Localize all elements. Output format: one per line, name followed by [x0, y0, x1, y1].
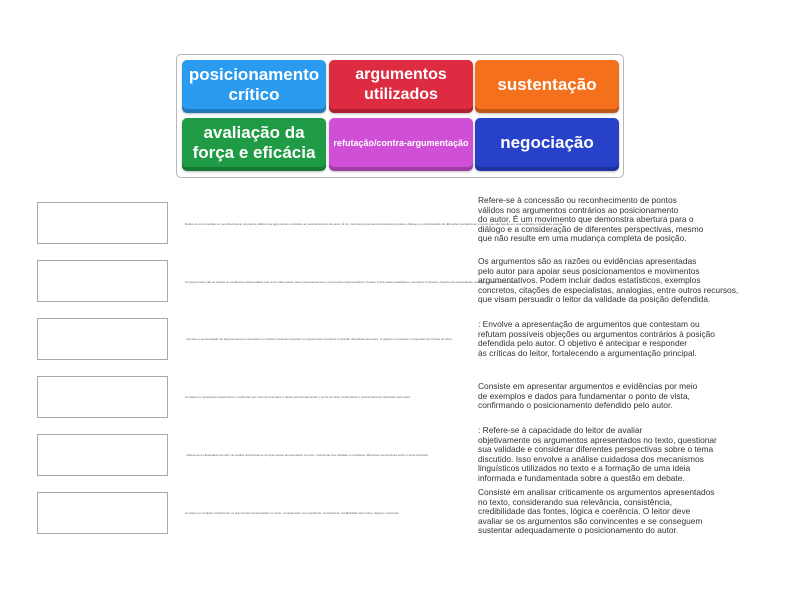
mini-text-6: Consiste em analisar criticamente os argumentos apresentados no texto, considerando sua relevância, consistência, credibilidade das fontes, lógica e coerência.	[185, 511, 400, 515]
description-3: : Envolve a apresentação de argumentos que contestam ou refutam possíveis objeções ou argumentos contrários à posição defendida pelo autor. O objetivo é antecipar e responder às críticas do leitor, fortalecendo a argumentação principal.	[478, 319, 715, 358]
description-4: Consiste em apresentar argumentos e evidências por meio de exemplos e dados para fundamentar o ponto de vista, confirmando o posicionamento defendido pelo autor.	[478, 381, 698, 411]
drop-zone-4[interactable]	[37, 376, 168, 418]
tile-argumentos-utilizados[interactable]: argumentos utilizados	[329, 60, 473, 113]
drop-zone-1[interactable]	[37, 202, 168, 244]
description-1: Refere-se à concessão ou reconhecimento de pontos válidos nos argumentos contrários ao posicionamento do autor. É um movimento que demonstra abertura para o diálogo e a consideração de diferentes perspectivas, mesmo que não resulte em uma mudança completa de posição.	[478, 195, 704, 244]
tile-refutacao-contra-argumentacao[interactable]: refutação/contra-argumentação	[329, 118, 473, 171]
tile-sustentacao[interactable]: sustentação	[475, 60, 619, 113]
drop-zone-6[interactable]	[37, 492, 168, 534]
tile-posicionamento-critico[interactable]: posicionamento crítico	[182, 60, 326, 113]
description-5: : Refere-se à capacidade do leitor de avaliar objetivamente os argumentos apresentados no texto, questionar sua validade e considerar diferentes perspectivas sobre o tema discutido. Isso envolve a análise cuidadosa dos mecanismos linguísticos utilizados no texto e a formação de uma ideia informada e fundamentada sobre a questão em debate.	[478, 425, 717, 483]
mini-text-3: : Envolve a apresentação de argumentos que contestam ou refutam possíveis objeções ou argumentos contrários à posição defendida pelo autor. O objetivo é antecipar e responder às críticas do leitor.	[185, 337, 453, 341]
tile-avaliacao-forca-eficacia[interactable]: avaliação da força e eficácia	[182, 118, 326, 171]
drop-zone-2[interactable]	[37, 260, 168, 302]
mini-text-5: : Refere-se à capacidade do leitor de avaliar objetivamente os argumentos apresentados no texto, questionar sua validade e considerar diferentes perspectivas sobre o tema discutido.	[185, 453, 429, 457]
description-2: Os argumentos são as razões ou evidências apresentadas pelo autor para apoiar seus posicionamentos e movimentos argumentativos. Podem incluir dados estatísticos, exemplos concretos, citações de especialistas, analogias, entre outros recursos, que visam persuadir o leitor da validade da posição defendida.	[478, 256, 739, 305]
mini-text-1: Refere-se à concessão ou reconhecimento de pontos válidos nos argumentos contrários ao posicionamento do autor. É um movimento que demonstra abertura para o diálogo e a consideração de diferentes perspectivas, mesmo que não resulte em uma mudança completa de posição.	[185, 222, 564, 226]
drop-zone-3[interactable]	[37, 318, 168, 360]
description-6: Consiste em analisar criticamente os argumentos apresentados no texto, considerando sua relevância, consistência, credibilidade das fontes, lógica e coerência. O leitor deve avaliar se os argumentos são convincentes e se conseguem sustentar adequadamente o posicionamento do autor.	[478, 487, 715, 536]
drop-zone-5[interactable]	[37, 434, 168, 476]
mini-text-4: Consiste em apresentar argumentos e evidências por meio de exemplos e dados para fundamentar o ponto de vista, confirmando o posicionamento defendido pelo autor.	[185, 395, 411, 399]
tile-negociacao[interactable]: negociação	[475, 118, 619, 171]
mini-text-2: Os argumentos são as razões ou evidências apresentadas pelo autor para apoiar seus posicionamentos e movimentos argumentativos. Podem incluir dados estatísticos, exemplos concretos, citações de especialistas, analogias, entre outros recursos.	[185, 280, 519, 284]
